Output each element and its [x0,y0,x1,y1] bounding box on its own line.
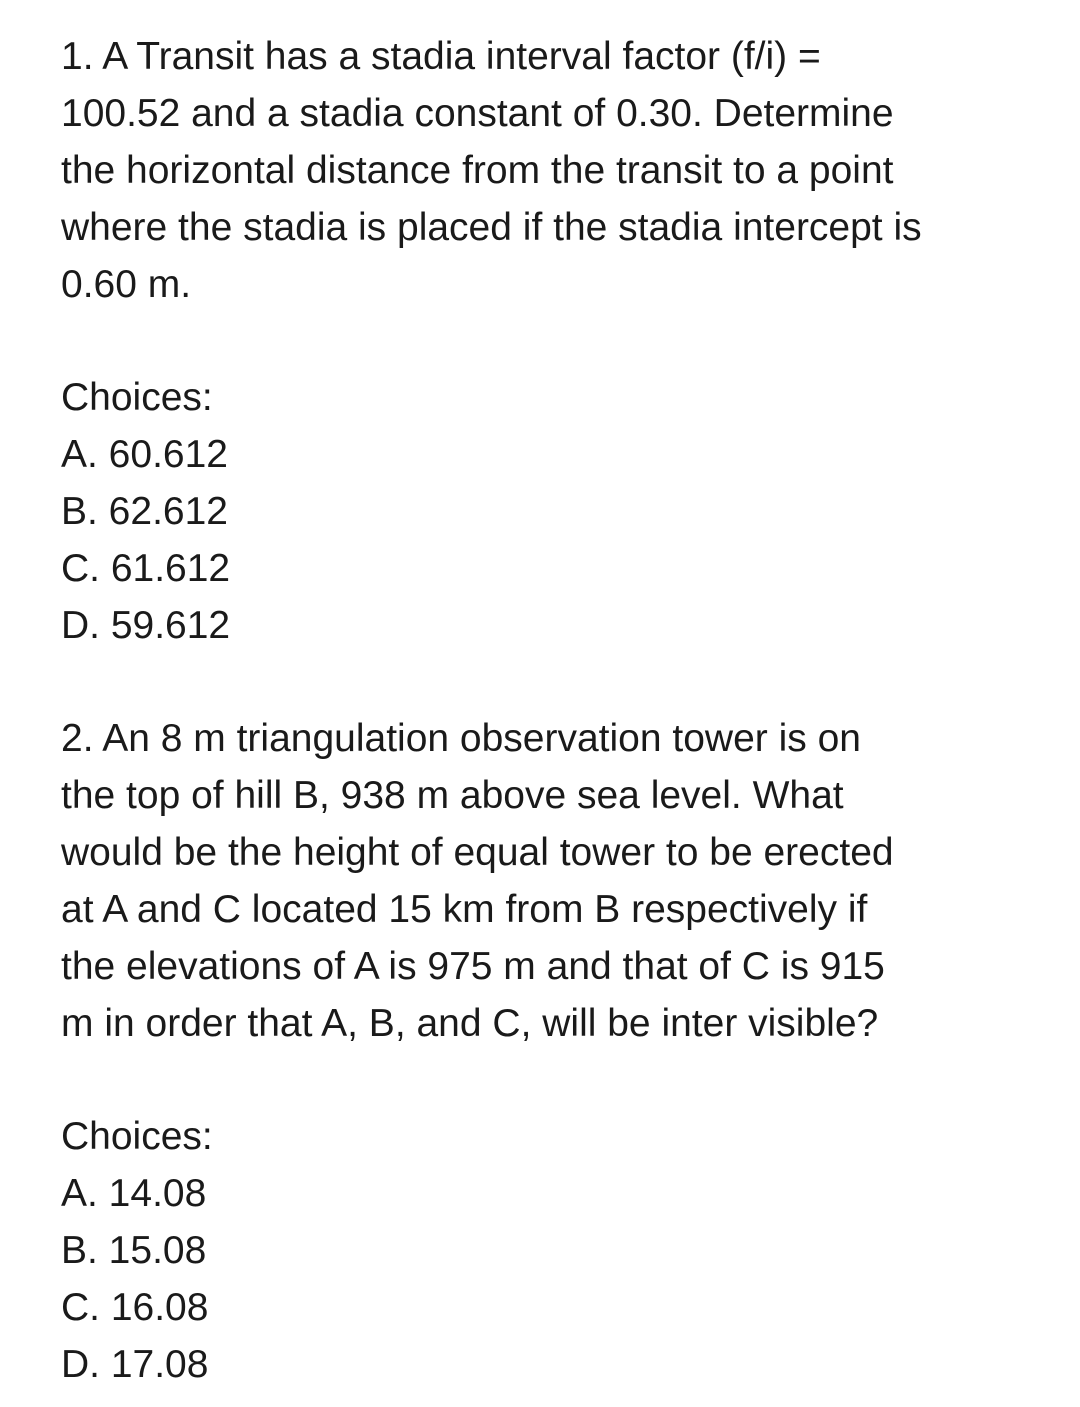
question-text-line: 1. A Transit has a stadia interval factor (f/i) = [61,35,821,78]
question-2 [61,710,1041,1393]
question-text-line: would be the height of equal tower to be erected [61,831,894,874]
question-text-line: the elevations of A is 975 m and that of C is 915 [61,945,885,988]
choice-item: D. 17.08 [61,1343,209,1386]
document-page [61,28,1041,1393]
choice-item: D. 59.612 [61,604,231,647]
question-text-line: the horizontal distance from the transit to a point [61,149,894,192]
choice-item: B. 15.08 [61,1229,207,1272]
spacer [61,1052,1041,1108]
question-2-text [61,710,1041,1052]
choice-item: B. 62.612 [61,490,228,533]
choice-item: A. 14.08 [61,1172,207,1215]
question-text-line: where the stadia is placed if the stadia intercept is [61,206,922,249]
question-text-line: m in order that A, B, and C, will be inter visible? [61,1002,879,1045]
question-text-line: 2. An 8 m triangulation observation tower is on [61,717,861,760]
question-text-line: 0.60 m. [61,263,192,306]
question-1-text [61,28,1041,313]
choice-item: C. 16.08 [61,1286,209,1329]
question-1 [61,28,1041,654]
choice-item: A. 60.612 [61,433,228,476]
question-text-line: 100.52 and a stadia constant of 0.30. Determine [61,92,894,135]
choices-label: Choices: [61,1115,213,1158]
question-text-line: the top of hill B, 938 m above sea level. What [61,774,844,817]
choice-item: C. 61.612 [61,547,231,590]
choices-label: Choices: [61,376,213,419]
choices-list [61,1165,1041,1393]
question-text-line: at A and C located 15 km from B respectively if [61,888,868,931]
choices-list [61,426,1041,654]
spacer [61,313,1041,369]
spacer [61,654,1041,710]
